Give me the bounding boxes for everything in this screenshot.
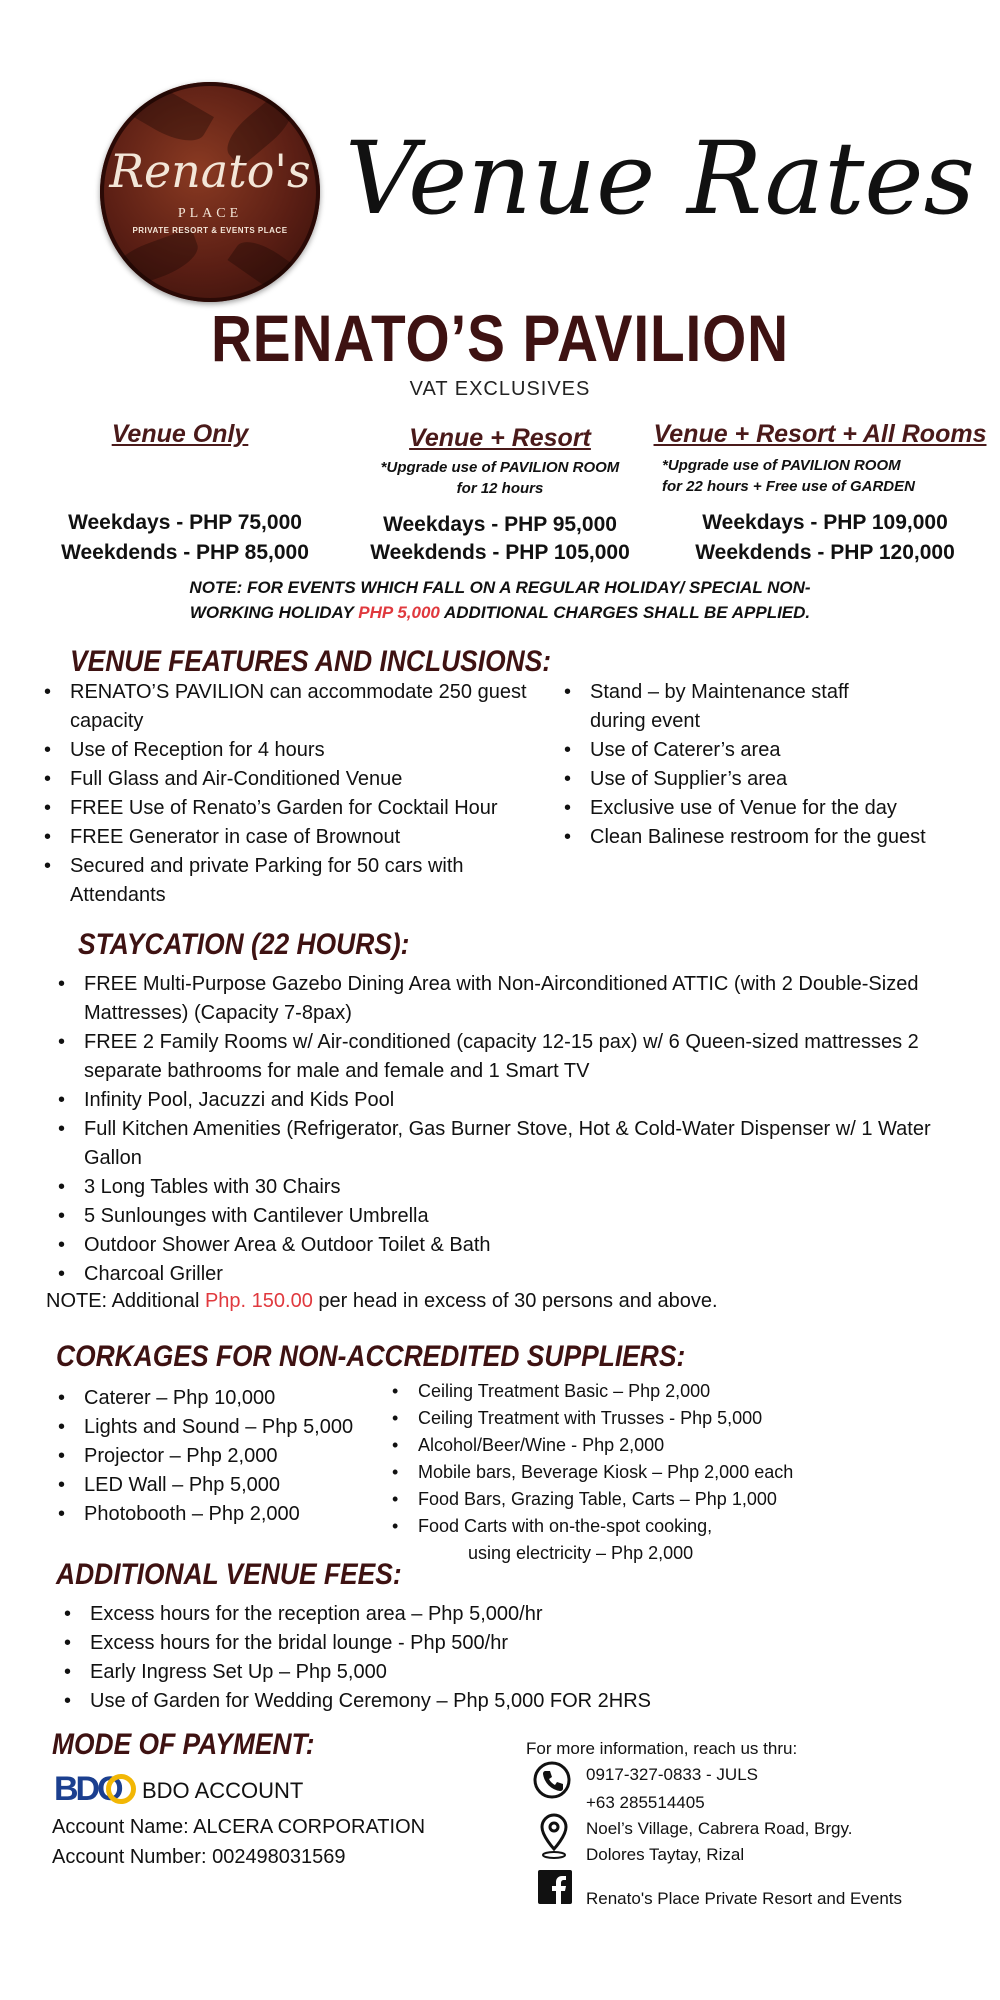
bank-name: BDO ACCOUNT [142,1778,304,1803]
resort-logo [100,82,320,302]
address-line2: Dolores Taytay, Rizal [586,1845,745,1864]
staycation-list [54,970,934,1289]
list-item: • Projector – Php 2,000 [54,1442,394,1471]
additional-fees-list [60,1600,880,1716]
features-heading: VENUE FEATURES AND INCLUSIONS: [70,645,552,678]
list-item: • Use of Supplier’s area [560,765,980,794]
list-item: • Full Kitchen Amenities (Refrigerator, Gas Burner Stove, Hot & Cold-Water Dispenser w/ 1 Water Gallon [54,1115,934,1173]
staycation-heading: STAYCATION (22 HOURS): [78,928,410,961]
corkages-heading: CORKAGES FOR NON-ACCREDITED SUPPLIERS: [56,1340,686,1373]
payment-heading: MODE OF PAYMENT: [52,1728,315,1761]
list-item: • Ceiling Treatment with Trusses - Php 5,000 [388,1405,908,1432]
additional-fees-heading: ADDITIONAL VENUE FEES: [56,1558,402,1591]
package-title: Venue + Resort [409,424,591,452]
list-item: • LED Wall – Php 5,000 [54,1471,394,1500]
holiday-note [0,575,1000,625]
logo-sub-text: PRIVATE RESORT & EVENTS PLACE [132,226,288,235]
holiday-note-line2: WORKING HOLIDAY PHP 5,000 ADDITIONAL CHARGES SHALL BE APPLIED. [189,603,811,622]
package-venue-only [20,420,340,449]
package-note: for 22 hours + Free use of GARDEN [662,478,915,495]
price-weekdays: Weekdays - PHP 95,000 [383,513,617,536]
list-item: • Lights and Sound – Php 5,000 [54,1413,394,1442]
list-item: • Secured and private Parking for 50 cars with Attendants [40,852,550,910]
list-item: • Exclusive use of Venue for the day [560,794,980,823]
package-venue-resort-rooms [650,420,990,497]
list-item: • Use of Garden for Wedding Ceremony – Php 5,000 FOR 2HRS [60,1687,880,1716]
list-item: • Ceiling Treatment Basic – Php 2,000 [388,1378,908,1405]
list-item: • Photobooth – Php 2,000 [54,1500,394,1529]
contact-intro: For more information, reach us thru: [526,1739,798,1758]
list-item: • Food Bars, Grazing Table, Carts – Php 1,000 [388,1486,908,1513]
list-item: • Excess hours for the bridal lounge - Php 500/hr [60,1629,880,1658]
list-item: • FREE Use of Renato’s Garden for Cocktail Hour [40,794,550,823]
page-title: RENATO’S PAVILION [210,301,790,375]
list-item: • Use of Reception for 4 hours [40,736,550,765]
logo-script-text: Renato's [109,144,311,198]
list-item: • Outdoor Shower Area & Outdoor Toilet & Bath [54,1231,934,1260]
venue-rates-title: Venue Rates [345,120,975,237]
holiday-surcharge: PHP 5,000 [358,603,440,622]
price-weekends: Weekdends - PHP 85,000 [61,541,309,564]
list-item: • Food Carts with on-the-spot cooking, [388,1513,908,1540]
corkages-left-list [54,1384,394,1529]
price-weekends: Weekdends - PHP 120,000 [695,541,955,564]
phone-primary: 0917-327-0833 - JULS [586,1765,759,1784]
list-item: • Early Ingress Set Up – Php 5,000 [60,1658,880,1687]
package-venue-resort [340,424,660,499]
list-item: • FREE Multi-Purpose Gazebo Dining Area with Non-Airconditioned ATTIC (with 2 Double-Sized Mattresses) (Capacity 7-8pax) [54,970,934,1028]
list-item: • RENATO’S PAVILION can accommodate 250 guest capacity [40,678,550,736]
package-title: Venue + Resort + All Rooms [653,420,987,448]
list-item: • Full Glass and Air-Conditioned Venue [40,765,550,794]
list-item: • FREE Generator in case of Brownout [40,823,550,852]
corkages-right-continuation: using electricity – Php 2,000 [468,1543,694,1563]
staycation-note: NOTE: Additional Php. 150.00 per head in excess of 30 persons and above. [46,1290,718,1312]
features-left-list [40,678,550,910]
package-note: *Upgrade use of PAVILION ROOM [380,459,620,476]
account-name: Account Name: ALCERA CORPORATION [52,1816,426,1838]
list-item: • Mobile bars, Beverage Kiosk – Php 2,000 each [388,1459,908,1486]
list-item: • Caterer – Php 10,000 [54,1384,394,1413]
phone-icon [532,1760,572,1805]
list-item: • 5 Sunlounges with Cantilever Umbrella [54,1202,934,1231]
package-title: Venue Only [111,420,249,448]
price-weekdays: Weekdays - PHP 109,000 [702,511,948,534]
list-item: • 3 Long Tables with 30 Chairs [54,1173,934,1202]
price-weekdays: Weekdays - PHP 75,000 [68,511,302,534]
phone-secondary: +63 285514405 [586,1793,705,1812]
holiday-note-line1: NOTE: FOR EVENTS WHICH FALL ON A REGULAR HOLIDAY/ SPECIAL NON- [189,578,811,597]
facebook-icon [538,1870,572,1909]
corkages-right-list [388,1378,908,1540]
location-pin-icon [536,1812,572,1865]
list-item: • Alcohol/Beer/Wine - Php 2,000 [388,1432,908,1459]
vat-note: VAT EXCLUSIVES [409,378,591,400]
list-item: • Charcoal Griller [54,1260,934,1289]
account-number: Account Number: 002498031569 [52,1846,346,1868]
list-item: • FREE 2 Family Rooms w/ Air-conditioned (capacity 12-15 pax) w/ 6 Queen-sized mattresses 2 separate bathrooms for male and female and 1 Smart TV [54,1028,934,1086]
list-item: • Clean Balinese restroom for the guest [560,823,980,852]
features-right-list [560,678,980,852]
excess-head-rate: Php. 150.00 [204,1290,313,1312]
price-weekends: Weekdends - PHP 105,000 [370,541,630,564]
list-item: • Excess hours for the reception area – Php 5,000/hr [60,1600,880,1629]
logo-place-text: PLACE [177,206,243,221]
package-note: *Upgrade use of PAVILION ROOM [662,457,901,474]
list-item: • Stand – by Maintenance staff during event [560,678,880,736]
address-line1: Noel’s Village, Cabrera Road, Brgy. [586,1819,853,1838]
bdo-logo: BDO [52,1770,142,1810]
facebook-page: Renato's Place Private Resort and Events [586,1889,903,1908]
package-note: for 12 hours [456,480,544,497]
list-item: • Use of Caterer’s area [560,736,980,765]
list-item: • Infinity Pool, Jacuzzi and Kids Pool [54,1086,934,1115]
